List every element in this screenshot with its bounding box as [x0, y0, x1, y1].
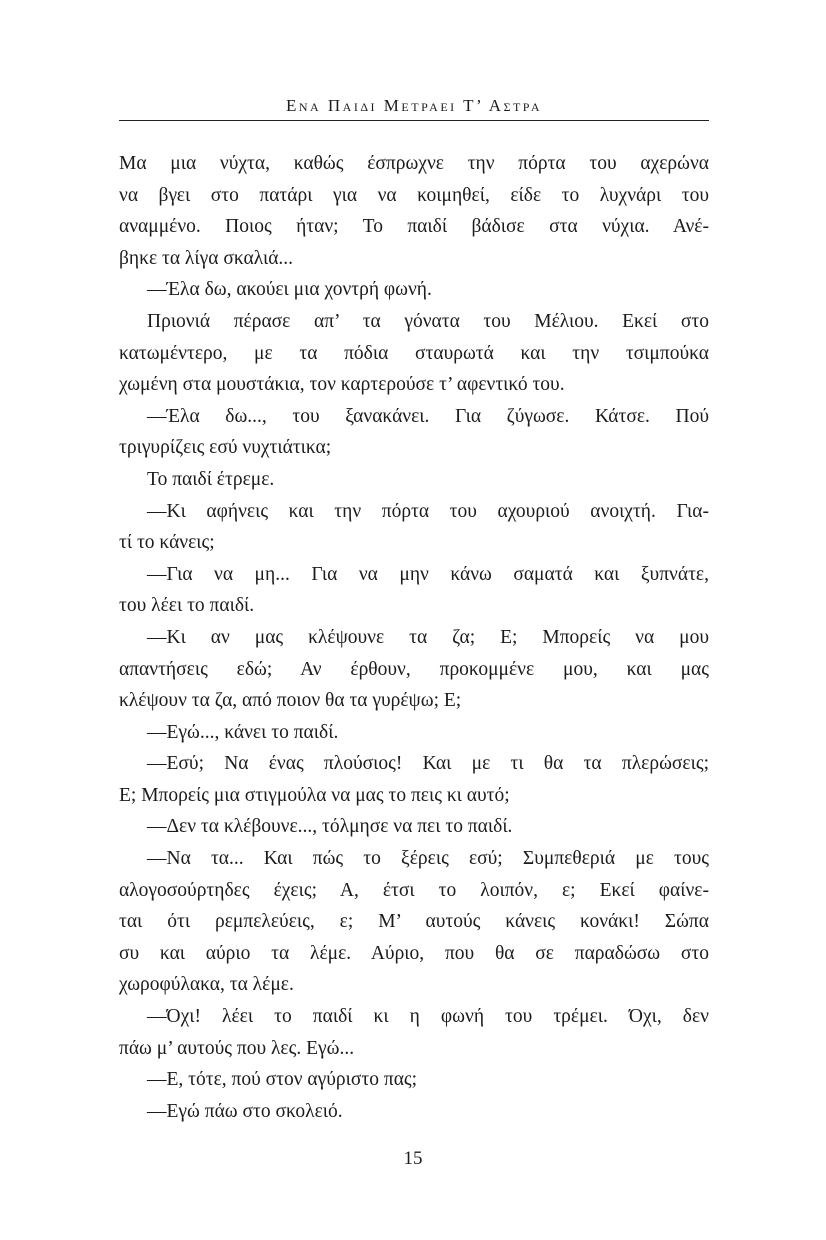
text-line: —Κι αν μας κλέψουνε τα ζα; Ε; Μπορείς να μου: [147, 626, 709, 648]
text-line: τί το κάνεις;: [119, 532, 215, 554]
running-header: Ενα Παιδι Μετραει Τ’ Αστρα: [285, 96, 543, 115]
text-line: κλέψουν τα ζα, από ποιον θα τα γυρέψω; Ε;: [119, 690, 462, 712]
text-line: να βγει στο πατάρι για να κοιμηθεί, είδε το λυχνάρι του: [119, 184, 709, 206]
text-line: —Ε, τότε, πού στον αγύριστο πας;: [147, 1069, 418, 1091]
text-line: βηκε τα λίγα σκαλιά...: [119, 247, 294, 269]
text-line: —Εσύ; Να ένας πλούσιος! Και με τι θα τα πλερώσεις;: [147, 753, 709, 775]
text-line: συ και αύριο τα λέμε. Αύριο, που θα σε παραδώσω στο: [119, 942, 709, 964]
text-line: —Να τα... Και πώς το ξέρεις εσύ; Συμπεθεριά με τους: [147, 848, 709, 870]
page-number: 15: [403, 1148, 423, 1169]
text-line: Το παιδί έτρεμε.: [147, 468, 275, 490]
text-line: —Όχι! λέει το παιδί κι η φωνή του τρέμει. Όχι, δεν: [147, 1006, 709, 1028]
text-line: —Εγώ πάω στο σκολειό.: [147, 1100, 343, 1122]
text-line: χωμένη στα μουστάκια, τον καρτερούσε τ’ αφεντικό του.: [119, 374, 565, 396]
text-line: απαντήσεις εδώ; Αν έρθουν, προκομμένε μου, και μας: [119, 658, 709, 680]
text-line: τριγυρίζεις εσύ νυχτιάτικα;: [119, 437, 332, 459]
text-line: Ε; Μπορείς μια στιγμούλα να μας το πεις κι αυτό;: [119, 784, 510, 806]
text-line: —Δεν τα κλέβουνε..., τόλμησε να πει το παιδί.: [147, 816, 513, 838]
text-line: κατωμέντερο, με τα πόδια σταυρωτά και την τσιμπούκα: [119, 342, 709, 364]
header-rule: [119, 120, 709, 121]
text-line: —Έλα δω..., του ξανακάνει. Για ζύγωσε. Κάτσε. Πού: [147, 405, 709, 427]
text-line: Μα μια νύχτα, καθώς έσπρωχνε την πόρτα του αχερώνα: [119, 153, 709, 174]
text-line: —Εγώ..., κάνει το παιδί.: [147, 721, 339, 743]
text-line: χωροφύλακα, τα λέμε.: [119, 974, 294, 996]
text-line: πάω μ’ αυτούς που λες. Εγώ...: [119, 1037, 355, 1059]
body-text: [119, 148, 709, 1127]
text-line: ται ότι ρεμπελεύεις, ε; Μ’ αυτούς κάνεις κονάκι! Σώπα: [119, 911, 709, 933]
text-line: —Κι αφήνεις και την πόρτα του αχουριού ανοιχτή. Για-: [147, 500, 709, 522]
text-line: —Έλα δω, ακούει μια χοντρή φωνή.: [147, 279, 432, 301]
text-line: αλογοσούρτηδες έχεις; Α, έτσι το λοιπόν, ε; Εκεί φαίνε-: [119, 879, 709, 901]
text-line: —Για να μη... Για να μην κάνω σαματά και ξυπνάτε,: [147, 563, 709, 585]
text-line: αναμμένο. Ποιος ήταν; Το παιδί βάδισε στα νύχια. Ανέ-: [119, 216, 709, 238]
text-line: Πριονιά πέρασε απ’ τα γόνατα του Μέλιου. Εκεί στο: [147, 310, 709, 332]
text-line: του λέει το παιδί.: [119, 595, 255, 617]
